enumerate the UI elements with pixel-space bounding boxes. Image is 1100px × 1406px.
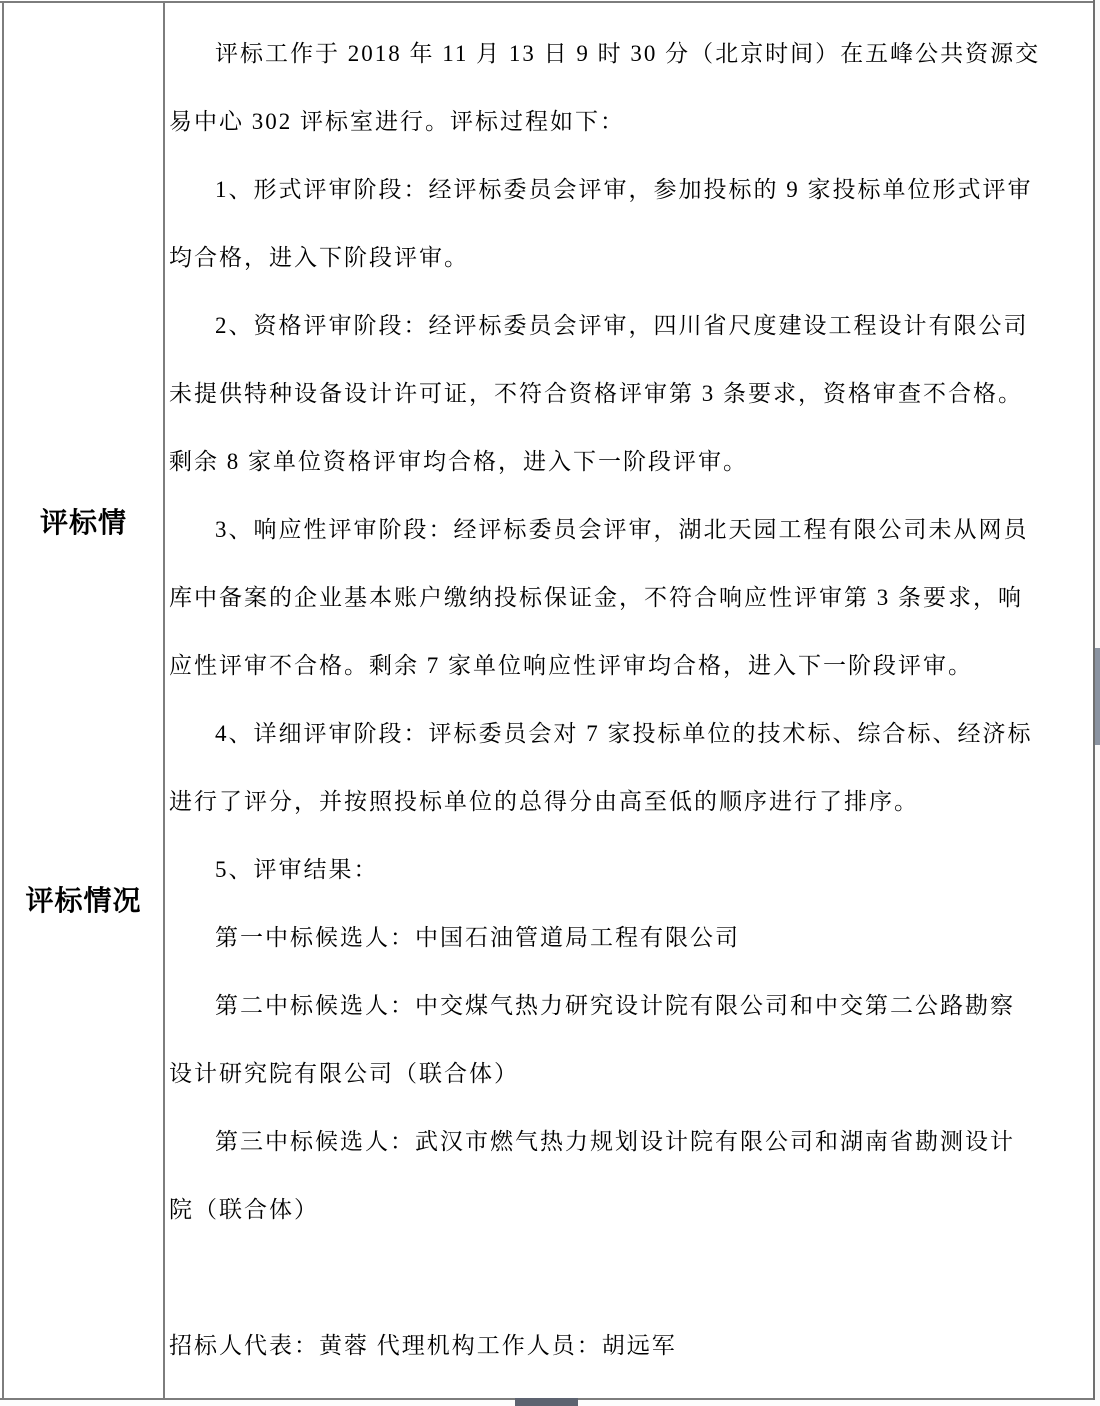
text-line: 3、响应性评审阶段：经评标委员会评审，湖北天园工程有限公司未从网员 [215, 517, 1029, 542]
text-line: 评标工作于 2018 年 11 月 13 日 9 时 30 分（北京时间）在五峰公共资源交 [215, 41, 1041, 66]
text-line [165, 1244, 1093, 1312]
text-line: 设计研究院有限公司（联合体） [169, 1061, 519, 1086]
text-line: 第二中标候选人：中交煤气热力研究设计院有限公司和中交第二公路勘察 [215, 993, 1015, 1018]
horizontal-scrollbar[interactable] [0, 1400, 1100, 1406]
text-line: 均合格，进入下阶段评审。 [169, 245, 469, 270]
text-line: 第一中标候选人：中国石油管道局工程有限公司 [215, 925, 740, 950]
text-line: 2、资格评审阶段：经评标委员会评审，四川省尺度建设工程设计有限公司 [215, 313, 1029, 338]
evaluation-content-cell [165, 3, 1093, 1398]
text-line: 进行了评分，并按照投标单位的总得分由高至低的顺序进行了排序。 [169, 789, 919, 814]
horizontal-scrollbar-thumb[interactable] [515, 1398, 578, 1406]
vertical-scrollbar-thumb[interactable] [1095, 648, 1100, 745]
text-line: 剩余 8 家单位资格评审均合格，进入下一阶段评审。 [169, 449, 748, 474]
text-line: 5、评审结果： [215, 857, 379, 882]
text-line: 1、形式评审阶段：经评标委员会评审，参加投标的 9 家投标单位形式评审 [215, 177, 1033, 202]
row-header-label-partial: 评标情 [39, 508, 127, 539]
text-line: 4、详细评审阶段：评标委员会对 7 家投标单位的技术标、综合标、经济标 [215, 721, 1033, 746]
text-line: 库中备案的企业基本账户缴纳投标保证金，不符合响应性评审第 3 条要求，响 [169, 585, 1023, 610]
text-line: 易中心 302 评标室进行。评标过程如下： [169, 109, 625, 134]
text-line: 应性评审不合格。剩余 7 家单位响应性评审均合格，进入下一阶段评审。 [169, 653, 973, 678]
vertical-scrollbar[interactable] [1095, 0, 1100, 1406]
text-line: 招标人代表：黄蓉 代理机构工作人员：胡远军 [169, 1333, 677, 1358]
row-header-cell [4, 3, 163, 1398]
text-line: 未提供特种设备设计许可证，不符合资格评审第 3 条要求，资格审查不合格。 [169, 381, 1023, 406]
text-line: 第三中标候选人：武汉市燃气热力规划设计院有限公司和湖南省勘测设计 [215, 1129, 1015, 1154]
row-header-label: 评标情况 [25, 886, 142, 917]
text-line: 院（联合体） [169, 1197, 319, 1222]
